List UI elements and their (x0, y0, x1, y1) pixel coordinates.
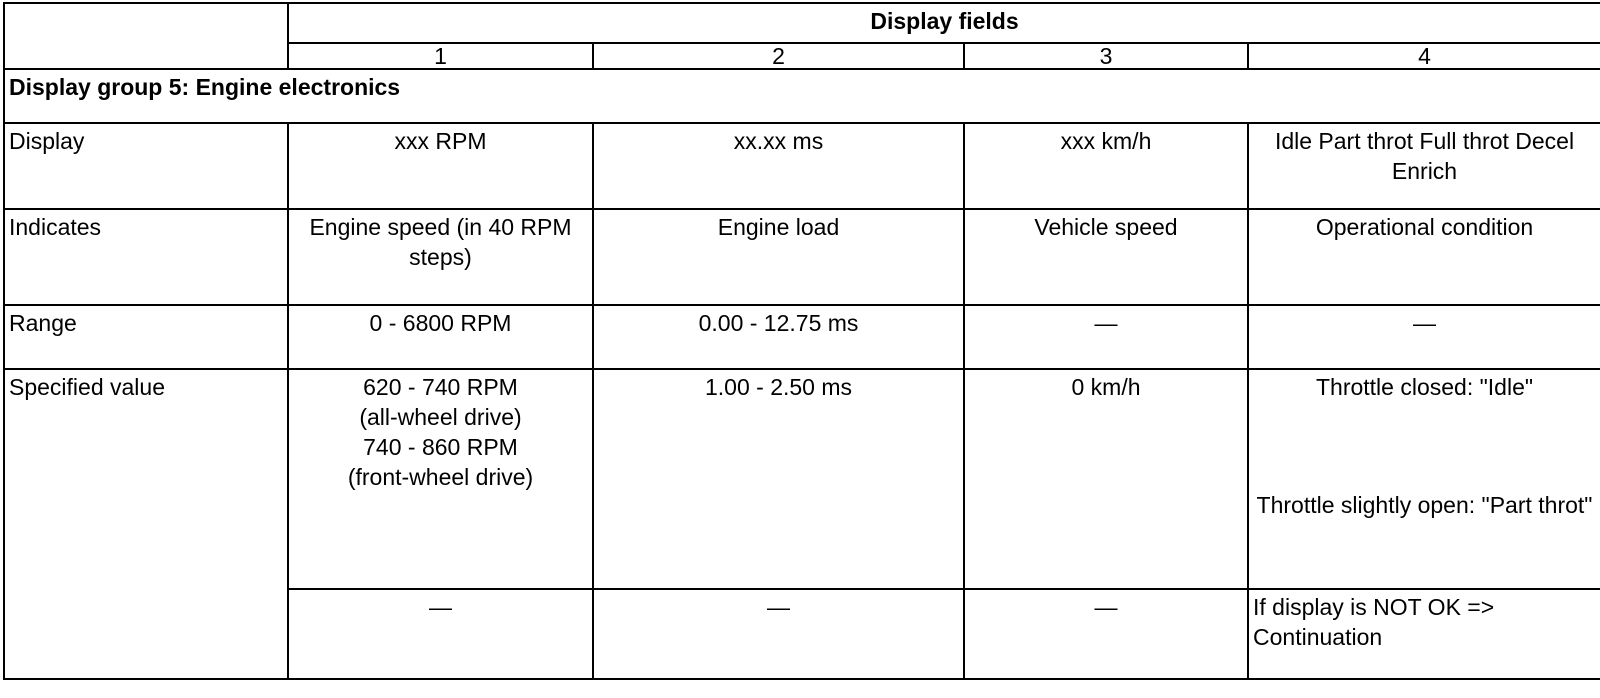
cell-specified-4 (1248, 369, 1600, 589)
group-title: Display group 5: Engine electronics (4, 69, 1600, 123)
cell-continuation-1: — (288, 589, 593, 679)
table-row (4, 305, 1600, 369)
column-header-3: 3 (964, 43, 1248, 69)
cell-specified-3: 0 km/h (964, 369, 1248, 589)
group-title-row (4, 69, 1600, 123)
column-header-1: 1 (288, 43, 593, 69)
cell-range-4: — (1248, 305, 1600, 369)
specified-1-line: 620 - 740 RPM (363, 374, 518, 400)
cell-display-2: xx.xx ms (593, 123, 964, 209)
header-row (4, 3, 1600, 43)
cell-specified-1 (288, 369, 593, 589)
row-label-display: Display (4, 123, 288, 209)
cell-indicates-2: Engine load (593, 209, 964, 305)
cell-indicates-4: Operational condition (1248, 209, 1600, 305)
cell-display-1: xxx RPM (288, 123, 593, 209)
row-label-specified-value: Specified value (4, 369, 288, 679)
specified-1-line: (front-wheel drive) (347, 464, 534, 490)
column-header-2: 2 (593, 43, 964, 69)
table-row (4, 369, 1600, 589)
cell-indicates-3: Vehicle speed (964, 209, 1248, 305)
specified-1-line: (all-wheel drive) (359, 404, 522, 430)
cell-range-1: 0 - 6800 RPM (288, 305, 593, 369)
table-row (4, 123, 1600, 209)
row-label-indicates: Indicates (4, 209, 288, 305)
corner-cell (4, 3, 288, 69)
cell-display-4: Idle Part throt Full throt Decel Enrich (1248, 123, 1600, 209)
cell-continuation-3: — (964, 589, 1248, 679)
display-fields-header: Display fields (288, 3, 1600, 43)
cell-specified-2: 1.00 - 2.50 ms (593, 369, 964, 589)
column-header-4: 4 (1248, 43, 1600, 69)
cell-indicates-1: Engine speed (in 40 RPM steps) (288, 209, 593, 305)
specified-4-throttle-open: Throttle slightly open: "Part throt" (1256, 492, 1593, 518)
cell-continuation-4: If display is NOT OK => Continuation (1248, 589, 1600, 679)
table-row (4, 209, 1600, 305)
cell-continuation-2: — (593, 589, 964, 679)
display-group-table (3, 2, 1600, 680)
cell-range-2: 0.00 - 12.75 ms (593, 305, 964, 369)
specified-4-throttle-closed: Throttle closed: "Idle" (1315, 374, 1534, 400)
specified-1-line: 740 - 860 RPM (363, 434, 518, 460)
cell-range-3: — (964, 305, 1248, 369)
cell-display-3: xxx km/h (964, 123, 1248, 209)
row-label-range: Range (4, 305, 288, 369)
